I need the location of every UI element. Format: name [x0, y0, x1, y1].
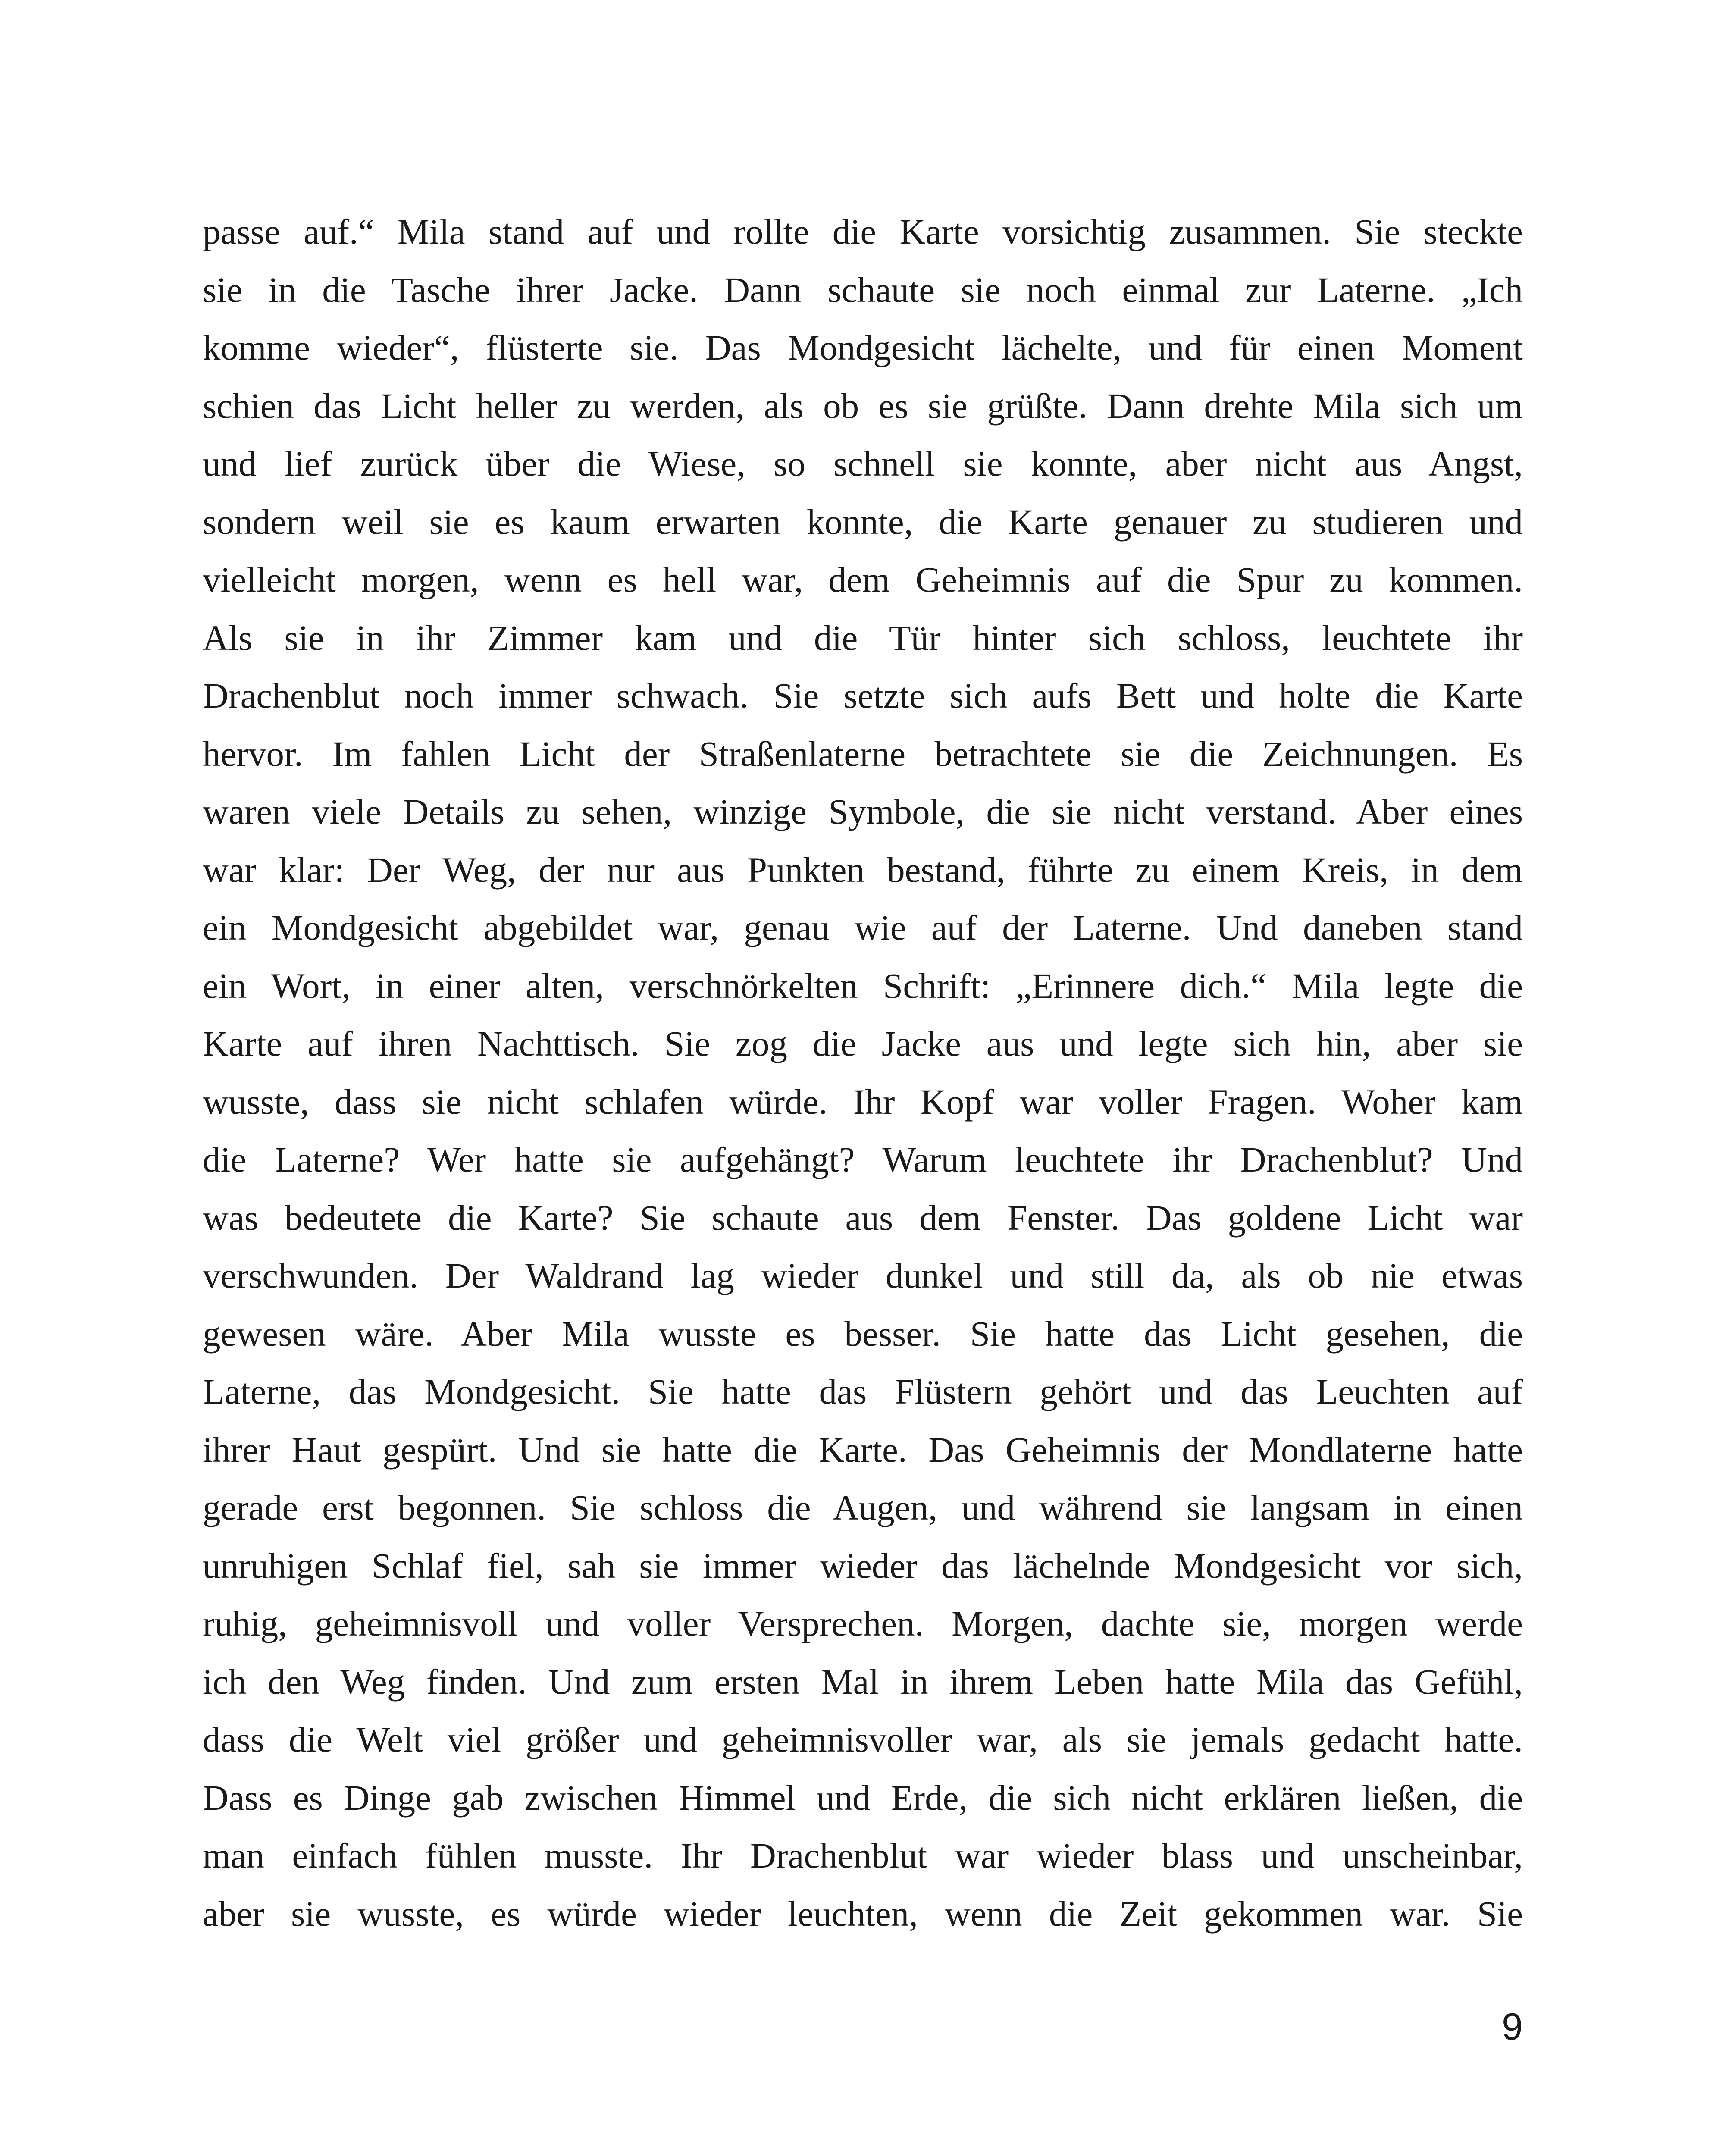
text-line: aber sie wusste, es würde wieder leuchten, wenn die Zeit gekommen war. Sie — [203, 1893, 1523, 1934]
text-line: und lief zurück über die Wiese, so schnell sie konnte, aber nicht aus Angst, — [203, 444, 1523, 483]
text-line: wusste, dass sie nicht schlafen würde. Ihr Kopf war voller Fragen. Woher kam — [203, 1081, 1523, 1122]
text-line: Dass es Dinge gab zwischen Himmel und Erde, die sich nicht erklären ließen, die — [203, 1777, 1523, 1818]
text-line: die Laterne? Wer hatte sie aufgehängt? Warum leuchtete ihr Drachenblut? Und — [203, 1140, 1523, 1179]
text-line: vielleicht morgen, wenn es hell war, dem Geheimnis auf die Spur zu kommen. — [203, 560, 1523, 599]
text-line: Drachenblut noch immer schwach. Sie setzte sich aufs Bett und holte die Karte — [203, 676, 1523, 715]
text-line: komme wieder“, flüsterte sie. Das Mondgesicht lächelte, und für einen Moment — [203, 328, 1523, 367]
text-line: schien das Licht heller zu werden, als ob es sie grüßte. Dann drehte Mila sich um — [203, 385, 1523, 426]
text-line: waren viele Details zu sehen, winzige Symbole, die sie nicht verstand. Aber eines — [203, 792, 1523, 831]
text-line: Laterne, das Mondgesicht. Sie hatte das Flüstern gehört und das Leuchten auf — [203, 1372, 1523, 1411]
text-line: Karte auf ihren Nachttisch. Sie zog die Jacke aus und legte sich hin, aber sie — [203, 1024, 1523, 1063]
text-line: verschwunden. Der Waldrand lag wieder dunkel und still da, als ob nie etwas — [203, 1256, 1523, 1295]
text-line: unruhigen Schlaf fiel, sah sie immer wieder das lächelnde Mondgesicht vor sich, — [203, 1545, 1523, 1586]
text-line: ruhig, geheimnisvoll und voller Versprechen. Morgen, dachte sie, morgen werde — [203, 1604, 1523, 1643]
text-line: ihrer Haut gespürt. Und sie hatte die Karte. Das Geheimnis der Mondlaterne hatte — [203, 1429, 1523, 1470]
text-line: ich den Weg finden. Und zum ersten Mal in ihrem Leben hatte Mila das Gefühl, — [203, 1661, 1523, 1702]
text-line: was bedeutete die Karte? Sie schaute aus dem Fenster. Das goldene Licht war — [203, 1197, 1523, 1238]
text-line: sondern weil sie es kaum erwarten konnte, die Karte genauer zu studieren und — [203, 501, 1523, 542]
text-line: man einfach fühlen musste. Ihr Drachenblut war wieder blass und unscheinbar, — [203, 1836, 1523, 1875]
text-line: gewesen wäre. Aber Mila wusste es besser. Sie hatte das Licht gesehen, die — [203, 1313, 1523, 1354]
body-text — [203, 203, 1523, 1943]
text-line: Als sie in ihr Zimmer kam und die Tür hinter sich schloss, leuchtete ihr — [203, 617, 1523, 658]
text-line: hervor. Im fahlen Licht der Straßenlaterne betrachtete sie die Zeichnungen. Es — [203, 733, 1523, 774]
text-line: gerade erst begonnen. Sie schloss die Augen, und während sie langsam in einen — [203, 1488, 1523, 1527]
text-line: war klar: Der Weg, der nur aus Punkten bestand, führte zu einem Kreis, in dem — [203, 849, 1523, 890]
text-line: ein Mondgesicht abgebildet war, genau wie auf der Laterne. Und daneben stand — [203, 908, 1523, 947]
text-line: sie in die Tasche ihrer Jacke. Dann schaute sie noch einmal zur Laterne. „Ich — [203, 270, 1523, 310]
text-line: ein Wort, in einer alten, verschnörkelten Schrift: „Erinnere dich.“ Mila legte die — [203, 965, 1523, 1006]
text-line: passe auf.“ Mila stand auf und rollte die Karte vorsichtig zusammen. Sie steckte — [203, 212, 1523, 251]
text-line: dass die Welt viel größer und geheimnisvoller war, als sie jemals gedacht hatte. — [203, 1720, 1523, 1759]
page-number: 9 — [1502, 2005, 1523, 2048]
